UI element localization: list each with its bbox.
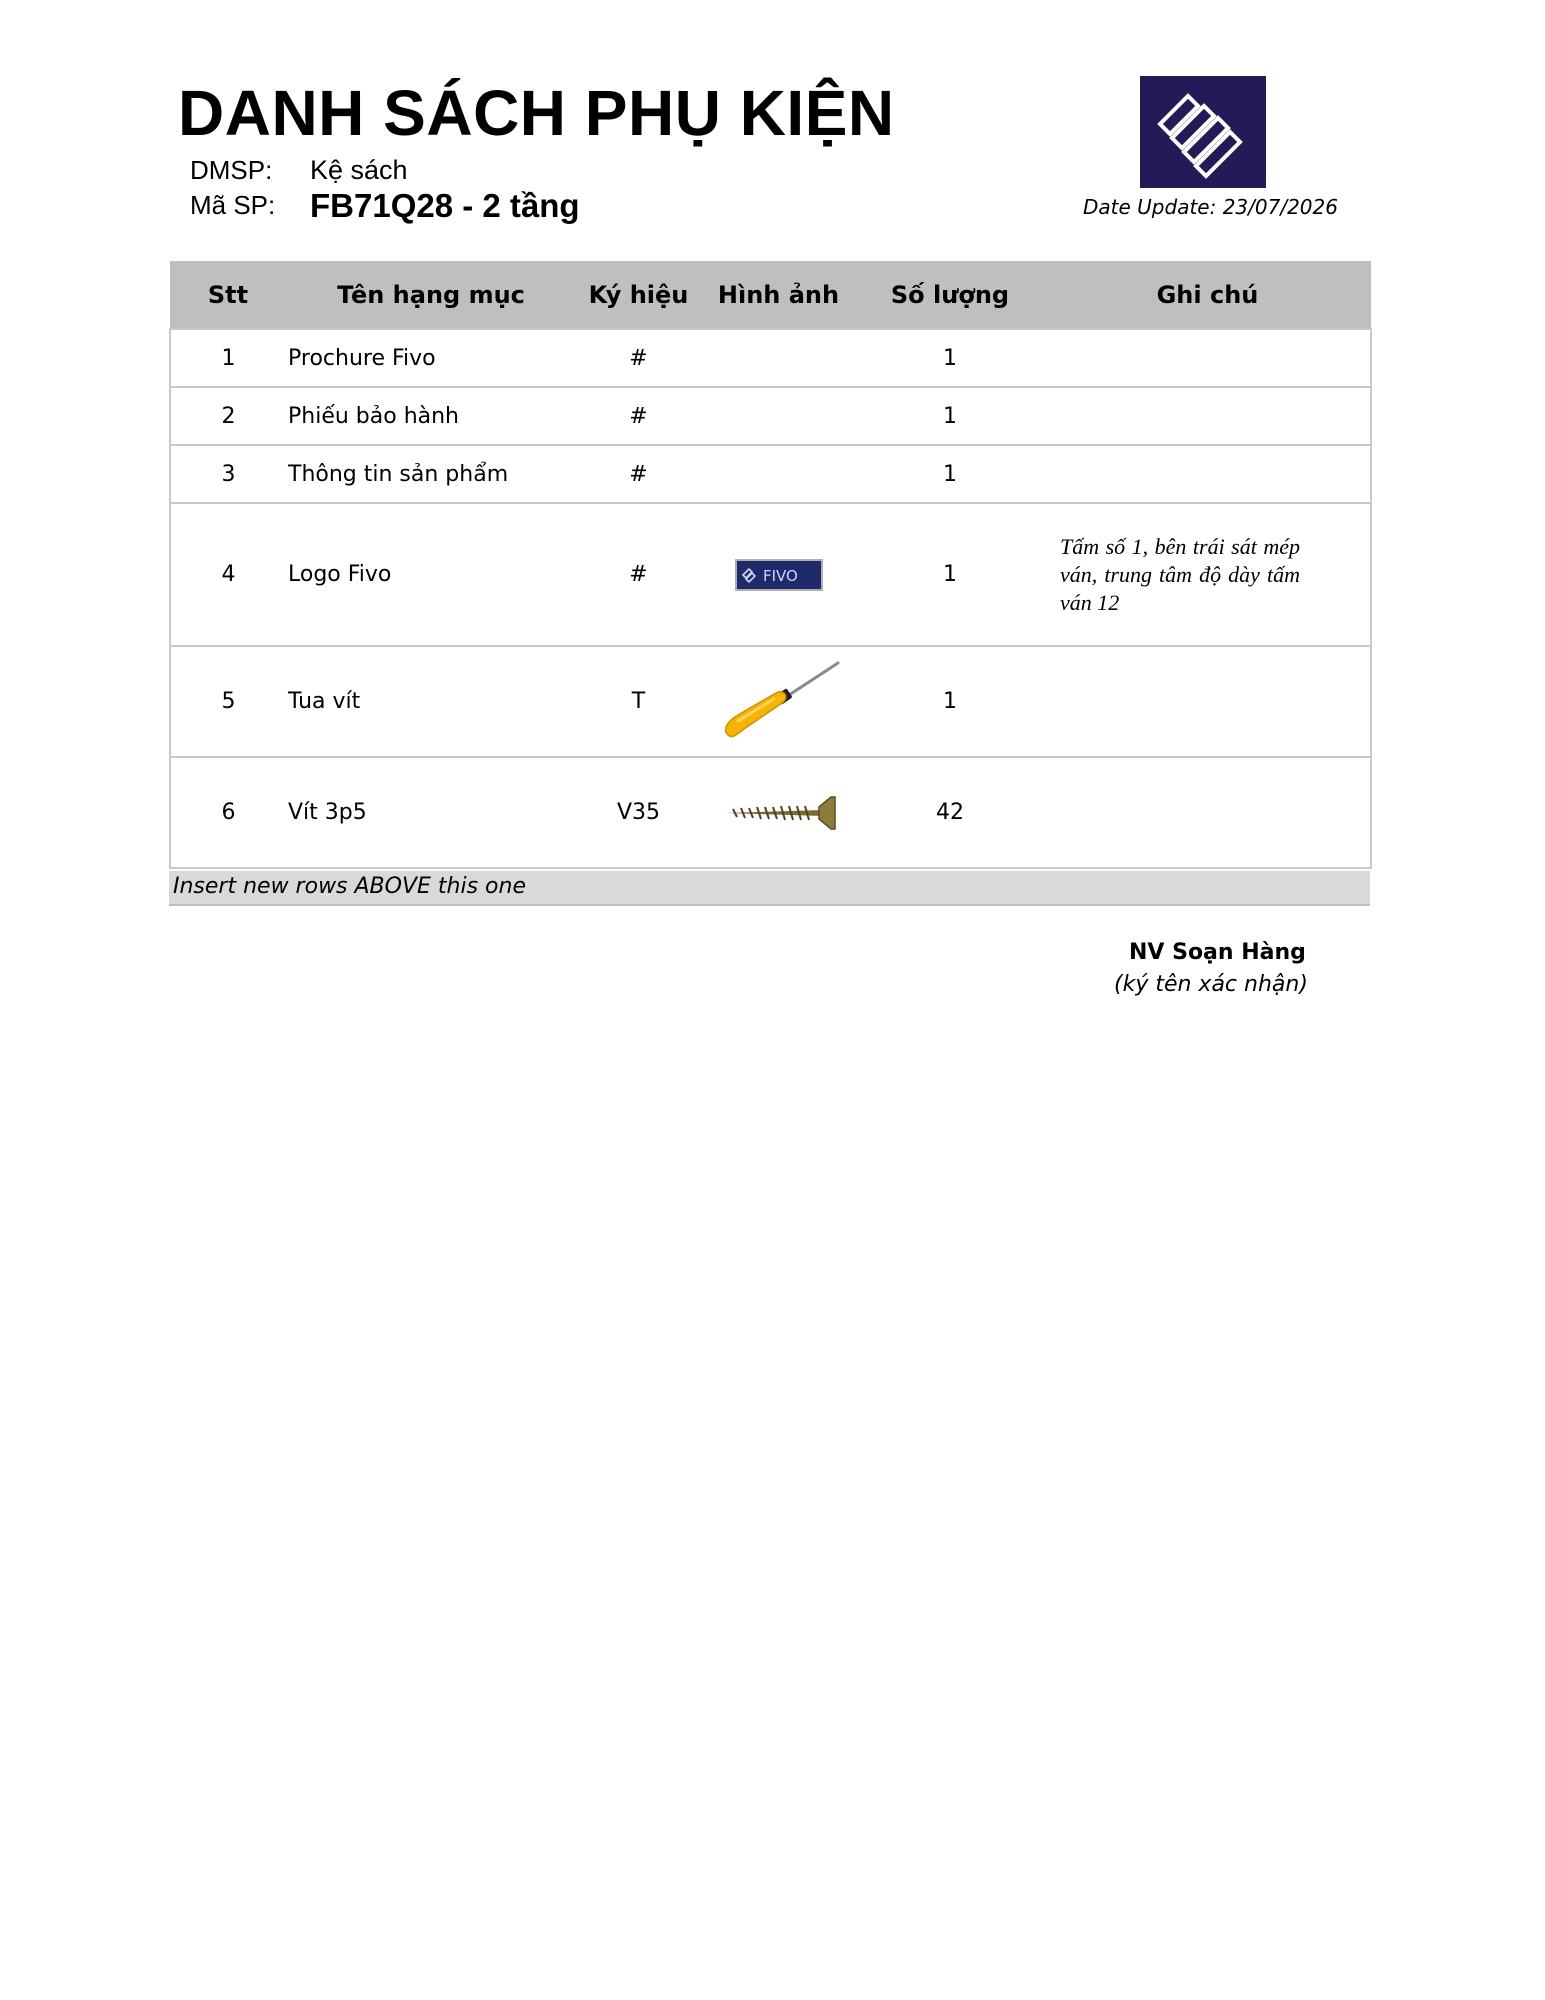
cell-qty: 1 bbox=[856, 387, 1044, 445]
col-qty: Số lượng bbox=[856, 261, 1044, 329]
cell-name: Vít 3p5 bbox=[286, 757, 576, 868]
col-name: Tên hạng mục bbox=[286, 261, 576, 329]
cell-image bbox=[701, 445, 856, 503]
masp-value: FB71Q28 - 2 tầng bbox=[310, 187, 580, 224]
insert-rows-bar bbox=[169, 871, 1370, 906]
masp-label: Mã SP: bbox=[190, 190, 276, 220]
cell-stt: 3 bbox=[170, 445, 286, 503]
table-row bbox=[170, 646, 1371, 757]
cell-note: Tấm số 1, bên trái sát mép ván, trung tâm độ dày tấm ván 12 bbox=[1044, 503, 1371, 646]
col-code: Ký hiệu bbox=[576, 261, 701, 329]
cell-stt: 2 bbox=[170, 387, 286, 445]
cell-note bbox=[1044, 445, 1371, 503]
cell-image bbox=[701, 387, 856, 445]
table-row bbox=[170, 445, 1371, 503]
cell-name: Phiếu bảo hành bbox=[286, 387, 576, 445]
cell-image bbox=[701, 503, 856, 646]
cell-image bbox=[701, 646, 856, 757]
cell-qty: 42 bbox=[856, 757, 1044, 868]
table-row bbox=[170, 329, 1371, 387]
cell-code: # bbox=[576, 503, 701, 646]
cell-note bbox=[1044, 646, 1371, 757]
fivo-stripes-logo-icon bbox=[1140, 76, 1266, 188]
col-note: Ghi chú bbox=[1044, 261, 1371, 329]
cell-name: Prochure Fivo bbox=[286, 329, 576, 387]
cell-code: # bbox=[576, 387, 701, 445]
page-title: DANH SÁCH PHỤ KIỆN bbox=[178, 77, 895, 149]
cell-code: # bbox=[576, 329, 701, 387]
accessory-table bbox=[169, 261, 1372, 869]
cell-note bbox=[1044, 329, 1371, 387]
company-logo bbox=[1140, 76, 1266, 188]
signature-title: NV Soạn Hàng bbox=[1129, 940, 1306, 965]
cell-note bbox=[1044, 757, 1371, 868]
col-stt: Stt bbox=[170, 261, 286, 329]
cell-name: Logo Fivo bbox=[286, 503, 576, 646]
dmsp-label: DMSP: bbox=[190, 155, 273, 185]
cell-name: Tua vít bbox=[286, 646, 576, 757]
cell-name: Thông tin sản phẩm bbox=[286, 445, 576, 503]
cell-stt: 6 bbox=[170, 757, 286, 868]
cell-image bbox=[701, 757, 856, 868]
screwdriver-icon bbox=[714, 657, 844, 747]
col-image: Hình ảnh bbox=[701, 261, 856, 329]
cell-qty: 1 bbox=[856, 329, 1044, 387]
cell-qty: 1 bbox=[856, 503, 1044, 646]
cell-qty: 1 bbox=[856, 445, 1044, 503]
svg-text:FIVO: FIVO bbox=[762, 566, 798, 585]
screw-icon bbox=[719, 793, 839, 833]
cell-note bbox=[1044, 387, 1371, 445]
cell-code: # bbox=[576, 445, 701, 503]
signature-subtitle: (ký tên xác nhận) bbox=[1114, 972, 1308, 997]
cell-image bbox=[701, 329, 856, 387]
cell-code: T bbox=[576, 646, 701, 757]
cell-code: V35 bbox=[576, 757, 701, 868]
table-row bbox=[170, 757, 1371, 868]
cell-stt: 1 bbox=[170, 329, 286, 387]
date-update: Date Update: 23/07/2026 bbox=[1083, 195, 1338, 219]
fivo-logo-plate bbox=[735, 559, 823, 591]
cell-stt: 4 bbox=[170, 503, 286, 646]
cell-stt: 5 bbox=[170, 646, 286, 757]
cell-qty: 1 bbox=[856, 646, 1044, 757]
table-header-row bbox=[170, 261, 1371, 329]
table-row bbox=[170, 387, 1371, 445]
table-row bbox=[170, 503, 1371, 646]
dmsp-value: Kệ sách bbox=[310, 155, 408, 185]
insert-rows-note: Insert new rows ABOVE this one bbox=[173, 874, 526, 899]
